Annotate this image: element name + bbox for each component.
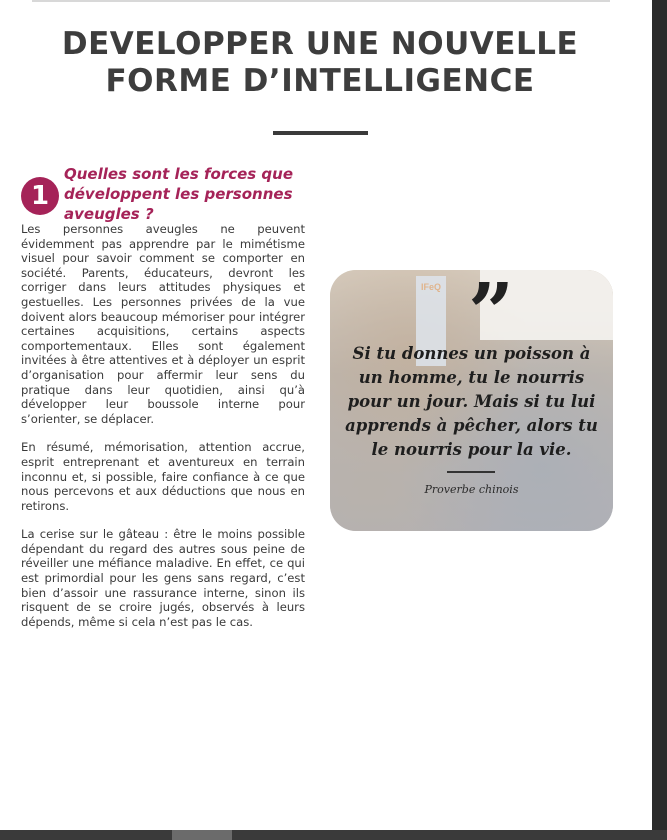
quote-author: Proverbe chinois (424, 483, 519, 496)
body-paragraph-1: Les personnes aveugles ne peuvent évidemment pas apprendre par le mimétisme visuel pour savoir comment se comporter en société. Parents, éducateurs, devront les corriger dans leurs attitudes physiques et gestuelles. Les personnes privées de la vue doivent alors beaucoup mémoriser pour intégrer certaines acquisitions, certains aspects comportementaux. Elles sont également invitées à être attentives et à déployer un esprit d’organisation pour affermir leur sens du pratique dans leur quotidien, ainsi qu’à développer leur boussole interne pour s’orienter, se déplacer. (21, 222, 305, 426)
body-text-column (21, 222, 305, 643)
banner-logo-text: IFeQ (420, 282, 441, 292)
quote-text: Si tu donnes un poisson à un homme, tu le nourris pour un jour. Mais si tu lui apprends à pêcher, alors tu le nourris pour la vie. (345, 344, 598, 459)
quote-card (330, 270, 613, 531)
scroll-thumb[interactable] (172, 830, 232, 840)
question-heading: Quelles sont les forces que développent les personnes aveugles ? (64, 165, 294, 223)
quote-divider (447, 471, 495, 473)
body-paragraph-2: En résumé, mémorisation, attention accrue, esprit entreprenant et aventureux en terrain inconnu et, si possible, faire confiance à ce que nous percevons et aux déductions que nous en retirons. (21, 440, 305, 513)
title-line-1: DEVELOPPER UNE NOUVELLE (61, 26, 579, 62)
quote-mark-icon: ” (468, 270, 515, 359)
body-paragraph-3: La cerise sur le gâteau : être le moins possible dépendant du regard des autres sous peine de réveiller une méfiance maladive. En effet, ce qui est primordial pour les gens sans regard, c’est bien d’assoir une rassurance interne, sinon ils risquent de se croire jugés, observés à leurs dépends, même si cela n’est pas le cas. (21, 527, 305, 629)
viewer-bottom-bar (0, 830, 667, 840)
top-divider (32, 0, 610, 2)
page-title (0, 26, 640, 100)
title-underline (273, 131, 368, 135)
question-number-badge: 1 (21, 177, 59, 215)
title-line-2: FORME D’INTELLIGENCE (105, 63, 535, 99)
